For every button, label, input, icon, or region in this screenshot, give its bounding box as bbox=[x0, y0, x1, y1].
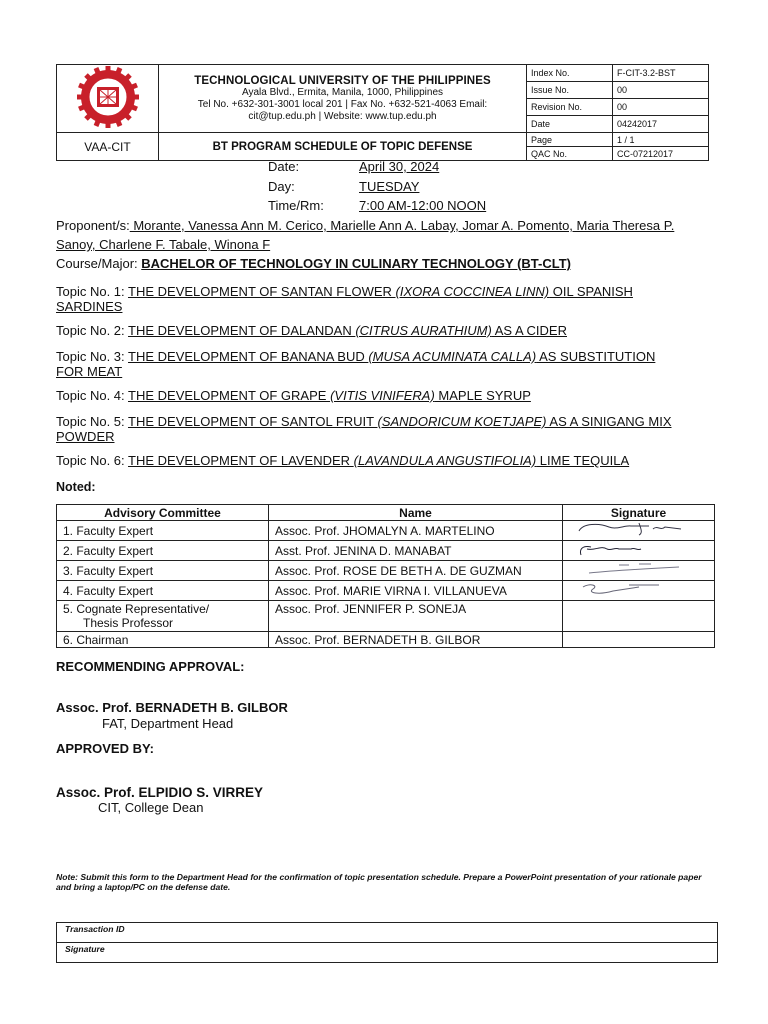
committee-role-line-1: 5. Cognate Representative/ bbox=[63, 602, 210, 616]
proponents-names: Morante, Vanessa Ann M. Cerico, Marielle Ann A. Labay, Jomar A. Pomento, Maria Theresa P. bbox=[129, 218, 675, 233]
date-value: April 30, 2024 bbox=[359, 159, 440, 174]
signature-field: Signature bbox=[57, 943, 718, 963]
topic-label: Topic No. 6: bbox=[56, 453, 129, 468]
university-logo bbox=[57, 65, 159, 133]
table-row bbox=[57, 561, 715, 581]
meta-value-page: 1 / 1 bbox=[613, 133, 709, 147]
signature-cell bbox=[563, 601, 715, 632]
day-value: TUESDAY bbox=[359, 179, 420, 194]
meta-label-revision: Revision No. bbox=[527, 99, 613, 116]
column-header: Signature bbox=[563, 505, 715, 521]
course-value: BACHELOR OF TECHNOLOGY IN CULINARY TECHNOLOGY (BT-CLT) bbox=[141, 256, 571, 271]
topic-scientific-name: (IXORA COCCINEA LINN) bbox=[395, 284, 550, 299]
table-row bbox=[57, 541, 715, 561]
topic-title-cont: POWDER bbox=[56, 429, 115, 444]
column-header: Advisory Committee bbox=[57, 505, 269, 521]
committee-role: 4. Faculty Expert bbox=[57, 581, 269, 601]
committee-role bbox=[57, 601, 269, 632]
topic-scientific-name: (VITIS VINIFERA) bbox=[330, 388, 435, 403]
topic-label: Topic No. 2: bbox=[56, 323, 129, 338]
topic-4 bbox=[56, 388, 726, 403]
committee-role: 6. Chairman bbox=[57, 632, 269, 648]
topic-title-end: AS SUBSTITUTION bbox=[536, 349, 656, 364]
topic-label: Topic No. 3: bbox=[56, 349, 129, 364]
time-value: 7:00 AM-12:00 NOON bbox=[359, 198, 487, 213]
committee-member-name: Asst. Prof. JENINA D. MANABAT bbox=[269, 541, 563, 561]
transaction-table bbox=[56, 922, 718, 963]
topic-title-cont: FOR MEAT bbox=[56, 364, 123, 379]
committee-role: 3. Faculty Expert bbox=[57, 561, 269, 581]
form-title: BT PROGRAM SCHEDULE OF TOPIC DEFENSE bbox=[159, 133, 527, 161]
meta-value-index: F-CIT-3.2-BST bbox=[613, 65, 709, 82]
handwritten-signature bbox=[569, 581, 709, 597]
unit-code: VAA-CIT bbox=[57, 133, 159, 161]
topic-title-cont: SARDINES bbox=[56, 299, 123, 314]
university-name: TECHNOLOGICAL UNIVERSITY OF THE PHILIPPINES bbox=[194, 74, 491, 87]
topic-scientific-name: (SANDORICUM KOETJAPE) bbox=[377, 414, 547, 429]
table-row bbox=[57, 601, 715, 632]
handwritten-signature bbox=[569, 541, 709, 557]
committee-role: 2. Faculty Expert bbox=[57, 541, 269, 561]
submission-note: Note: Submit this form to the Department Head for the confirmation of topic presentation schedule. Prepare a PowerPoint presentation of your rationale paper and bring a laptop/PC on the defense date. bbox=[56, 872, 702, 892]
topic-title: THE DEVELOPMENT OF BANANA BUD bbox=[128, 349, 369, 364]
topic-1 bbox=[56, 284, 726, 314]
committee-member-name: Assoc. Prof. MARIE VIRNA I. VILLANUEVA bbox=[269, 581, 563, 601]
topic-title: THE DEVELOPMENT OF SANTAN FLOWER bbox=[128, 284, 396, 299]
topic-title-end: OIL SPANISH bbox=[549, 284, 633, 299]
header-table bbox=[56, 64, 709, 161]
column-header: Name bbox=[269, 505, 563, 521]
topic-label: Topic No. 1: bbox=[56, 284, 129, 299]
committee-member-name: Assoc. Prof. JHOMALYN A. MARTELINO bbox=[269, 521, 563, 541]
approved-name: Assoc. Prof. ELPIDIO S. VIRREY bbox=[56, 785, 264, 800]
recommending-name: Assoc. Prof. BERNADETH B. GILBOR bbox=[56, 700, 288, 715]
noted-label: Noted: bbox=[56, 480, 96, 494]
topic-title: THE DEVELOPMENT OF DALANDAN bbox=[128, 323, 356, 338]
committee-member-name: Assoc. Prof. JENNIFER P. SONEJA bbox=[269, 601, 563, 632]
topic-title-end: LIME TEQUILA bbox=[536, 453, 630, 468]
signature-cell bbox=[563, 561, 715, 581]
topic-6 bbox=[56, 453, 726, 468]
meta-label-qac: QAC No. bbox=[527, 147, 613, 161]
topic-title-end: AS A SINIGANG MIX bbox=[546, 414, 672, 429]
meta-value-qac: CC-07212017 bbox=[613, 147, 709, 161]
topic-scientific-name: (CITRUS AURATHIUM) bbox=[355, 323, 492, 338]
approved-title: CIT, College Dean bbox=[98, 800, 204, 815]
table-row bbox=[57, 632, 715, 648]
meta-value-revision: 00 bbox=[613, 99, 709, 116]
committee-member-name: Assoc. Prof. BERNADETH B. GILBOR bbox=[269, 632, 563, 648]
topic-title: THE DEVELOPMENT OF LAVENDER bbox=[128, 453, 354, 468]
topic-3 bbox=[56, 349, 726, 379]
topic-title: THE DEVELOPMENT OF SANTOL FRUIT bbox=[128, 414, 378, 429]
signature-cell bbox=[563, 541, 715, 561]
meta-value-issue: 00 bbox=[613, 82, 709, 99]
committee-role: 1. Faculty Expert bbox=[57, 521, 269, 541]
date-label: Date: bbox=[268, 159, 300, 174]
handwritten-signature bbox=[569, 561, 709, 577]
university-address: Ayala Blvd., Ermita, Manila, 1000, Philippines bbox=[241, 86, 444, 98]
topic-label: Topic No. 5: bbox=[56, 414, 129, 429]
handwritten-signature bbox=[569, 521, 709, 537]
tup-seal-icon bbox=[70, 65, 146, 129]
recommending-heading: RECOMMENDING APPROVAL: bbox=[56, 659, 245, 674]
meta-value-date: 04242017 bbox=[613, 116, 709, 133]
meta-label-date: Date bbox=[527, 116, 613, 133]
meta-label-index: Index No. bbox=[527, 65, 613, 82]
table-row bbox=[57, 581, 715, 601]
proponents-label: Proponent/s: bbox=[56, 218, 130, 233]
course-label: Course/Major: bbox=[56, 256, 142, 271]
topic-scientific-name: (MUSA ACUMINATA CALLA) bbox=[368, 349, 537, 364]
committee-member-name: Assoc. Prof. ROSE DE BETH A. DE GUZMAN bbox=[269, 561, 563, 581]
proponents-line-1 bbox=[56, 218, 726, 233]
day-label: Day: bbox=[268, 179, 295, 194]
topic-title-end: AS A CIDER bbox=[491, 323, 567, 338]
course-line bbox=[56, 256, 571, 271]
signature-cell bbox=[563, 632, 715, 648]
university-email-web: cit@tup.edu.ph | Website: www.tup.edu.ph bbox=[248, 110, 437, 122]
time-label: Time/Rm: bbox=[268, 198, 324, 213]
transaction-id-field: Transaction ID bbox=[57, 923, 718, 943]
committee-role-line-2: Thesis Professor bbox=[83, 616, 174, 630]
advisory-committee-table bbox=[56, 504, 715, 648]
meta-label-page: Page bbox=[527, 133, 613, 147]
university-contact: Tel No. +632-301-3001 local 201 | Fax No. +632-521-4063 Email: bbox=[197, 98, 488, 110]
signature-cell bbox=[563, 521, 715, 541]
topic-title-end: MAPLE SYRUP bbox=[434, 388, 531, 403]
topic-title: THE DEVELOPMENT OF GRAPE bbox=[128, 388, 331, 403]
topic-5 bbox=[56, 414, 726, 444]
topic-label: Topic No. 4: bbox=[56, 388, 129, 403]
topic-2 bbox=[56, 323, 726, 338]
topic-scientific-name: (LAVANDULA ANGUSTIFOLIA) bbox=[353, 453, 537, 468]
approved-heading: APPROVED BY: bbox=[56, 741, 154, 756]
recommending-title: FAT, Department Head bbox=[102, 716, 234, 731]
table-row bbox=[57, 521, 715, 541]
signature-cell bbox=[563, 581, 715, 601]
proponents-line-2: Sanoy, Charlene F. Tabale, Winona F bbox=[56, 237, 271, 252]
university-info bbox=[159, 65, 527, 133]
meta-label-issue: Issue No. bbox=[527, 82, 613, 99]
